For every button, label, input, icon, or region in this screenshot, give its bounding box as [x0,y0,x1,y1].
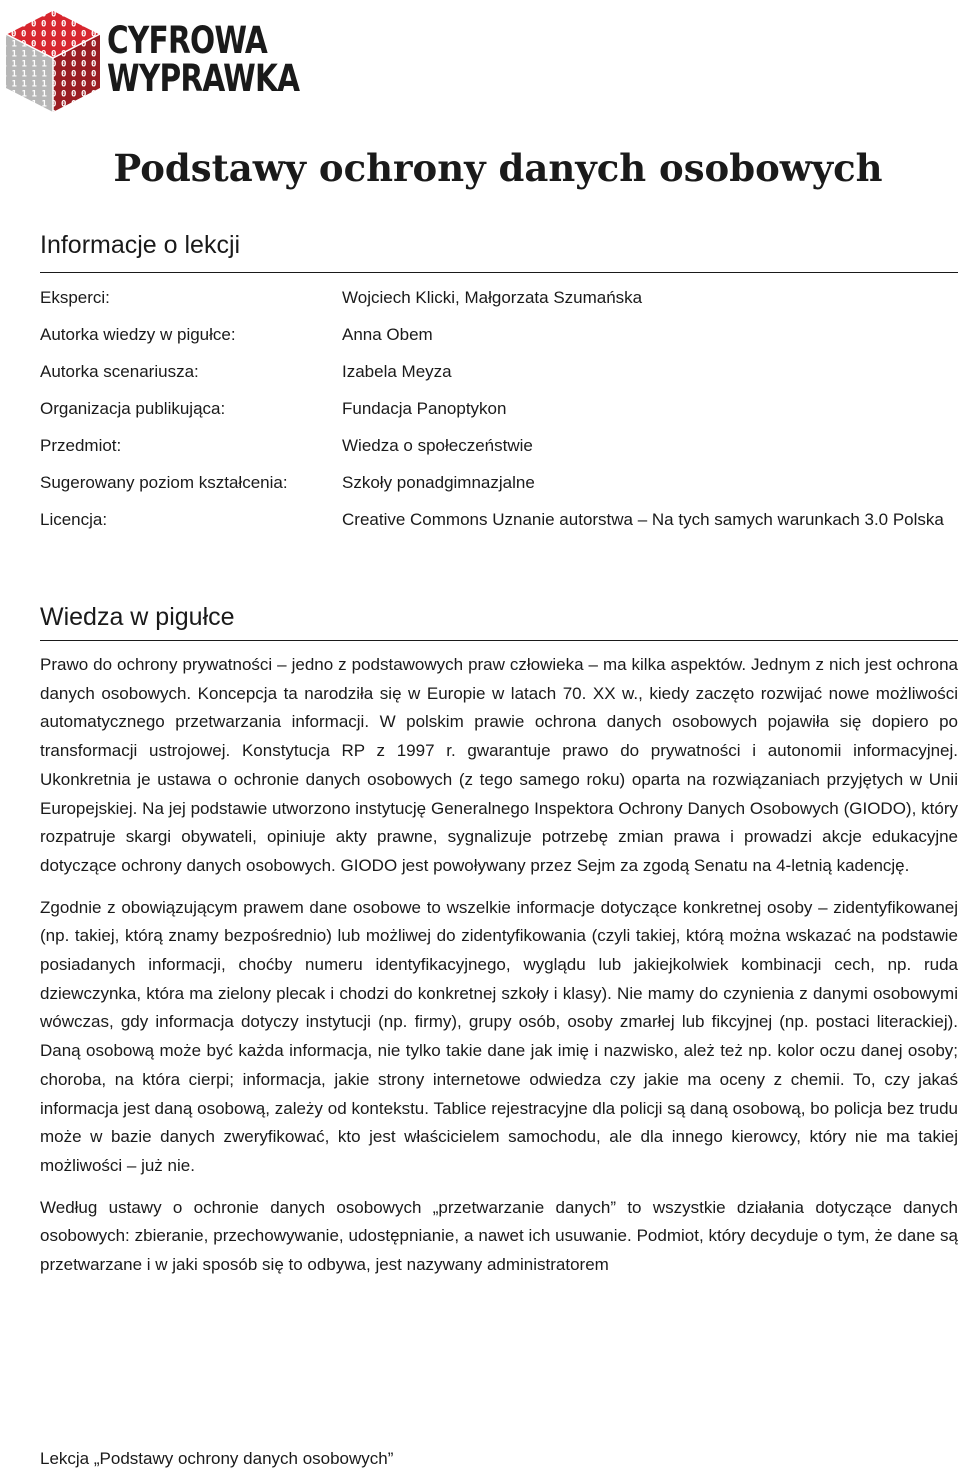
logo-wordmark [107,19,300,100]
info-label: Licencja: [40,510,108,529]
info-value: Anna Obem [342,325,433,344]
binary-cube-icon [0,8,106,114]
info-row [40,323,958,346]
page-footer: Lekcja „Podstawy ochrony danych osobowych” [40,1449,394,1468]
info-value: Izabela Meyza [342,362,452,381]
logo-line-1: CYFROWA [107,19,267,62]
info-row [40,471,958,494]
info-value: Wojciech Klicki, Małgorzata Szumańska [342,288,643,307]
info-value: Creative Commons Uznanie autorstwa – Na tych samych warunkach 3.0 Polska [342,510,944,529]
body-paragraph: Według ustawy o ochronie danych osobowych „przetwarzanie danych” to wszystkie działania dotyczące danych osobowych: zbieranie, przechowywanie, udostępnianie, a nawet ich usuwanie. Podmiot, który decyduje o tym, że dane są przetwarzane i w jaki sposób się to odbywa, jest nazywany administratorem [40,1197,958,1275]
logo-line-2: WYPRAWKA [107,57,300,100]
cyfrowa-wyprawka-logo [0,8,300,114]
body-paragraph: Prawo do ochrony prywatności – jedno z podstawowych praw człowieka – ma kilka aspektów. Jednym z nich jest ochrona danych osobowych. Koncepcja ta narodziła się w Europie w latach 70. XX w., kiedy zaczęto rozwijać nowe możliwości automatycznego przetwarzania informacji. W polskim prawie ochrona danych osobowych pojawiła się dopiero po transformacji ustrojowej. Konstytucja RP z 1997 r. gwarantuje prawo do prywatności i autonomii informacyjnej. Ukonkretnia je ustawa o ochronie danych osobowych (z tego samego roku) oparta na rozwiązaniach przyjętych w Unii Europejskiej. Na jej podstawie utworzono instytucję Generalnego Inspektora Ochrony Danych Osobowych (GIODO), który rozpatruje skargi obywateli, opiniuje akty prawne, sygnalizuje potrzebę zmian prawa i prowadzi akcje edukacyjne dotyczące ochrony danych osobowych. GIODO jest powoływany przez Sejm za zgodą Senatu na 4-letnią kadencję. [40,655,958,875]
document-title: Podstawy ochrony danych osobowych [113,146,883,190]
knowledge-section-divider [40,640,958,641]
info-row [40,397,958,420]
body-paragraph: Zgodnie z obowiązującym prawem dane osobowe to wszelkie informacje dotyczące konkretnej osoby – zidentyfikowanej (np. takiej, którą znamy bezpośrednio) lub możliwej do zidentyfikowania (czyli takiej, którą można wskazać na podstawie posiadanych informacji, choćby numeru identyfikacyjnego, wyglądu lub jakiejkolwiek kombinacji cech, np. ruda dziewczynka, która ma zielony plecak i chodzi do konkretnej szkoły i klasy). Nie mamy do czynienia z danymi osobowymi wówczas, gdy informacja dotyczy instytucji (np. firmy), grupy osób, osoby zmarłej lub fikcyjnej (np. postaci literackiej). Daną osobową może być każda informacja, nie tylko takie dane jak imię i nazwisko, ależ też np. kolor oczu danej osoby; choroba, na która cierpi; informacja, jakie strony internetowe odwiedza czy jakie ma oceny z chemii. To, czy jakaś informacja jest daną osobową, zależy od kontekstu. Tablice rejestracyjne dla policji są daną osobową, bo policja bez trudu może w bazie danych zweryfikować, kto jest właścicielem samochodu, ale dla innego kierowcy, który nie ma takiej możliwości – już nie. [40,897,958,1175]
info-label: Eksperci: [40,288,110,307]
info-label: Autorka wiedzy w pigułce: [40,325,236,344]
info-row [40,508,958,531]
info-section-heading: Informacje o lekcji [40,231,241,259]
info-label: Autorka scenariusza: [40,362,199,381]
info-label: Organizacja publikująca: [40,399,226,418]
info-row [40,286,958,309]
info-section-divider [40,272,958,273]
info-label: Przedmiot: [40,436,122,455]
info-row [40,360,958,383]
info-label: Sugerowany poziom kształcenia: [40,473,288,492]
knowledge-section-heading: Wiedza w pigułce [40,603,235,631]
info-row [40,434,958,457]
knowledge-body [40,651,958,1293]
lesson-info-table [40,286,958,545]
info-value: Wiedza o społeczeństwie [342,436,533,455]
info-value: Fundacja Panoptykon [342,399,507,418]
info-value: Szkoły ponadgimnazjalne [342,473,535,492]
